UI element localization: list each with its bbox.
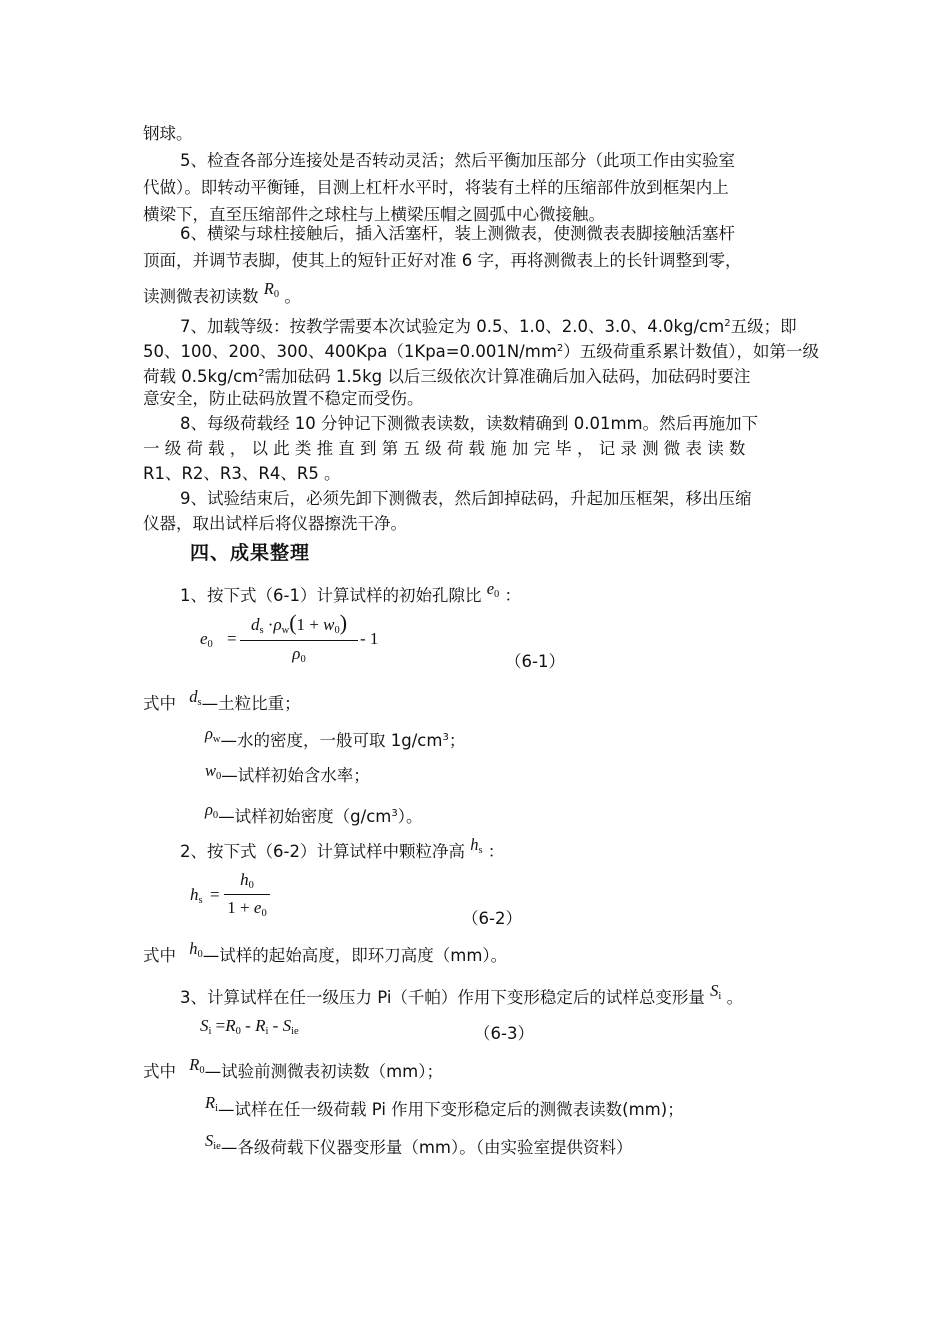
paragraph-line: 9、试验结束后，必须先卸下测微表，然后卸掉砝码，升起加压框架，移出压缩 xyxy=(180,489,752,508)
formula-6-3: $S_i =R_0 - R_i - S_{ie}$ xyxy=(200,1016,299,1037)
math-e0: $e_0$ xyxy=(486,579,500,600)
paragraph-line: 横梁下，直至压缩部件之球柱与上横梁压帽之圆弧中心微接触。 xyxy=(143,205,605,224)
step-1-text: 1、按下式（6-1）计算试样的初始孔隙比 $e_0$ ： xyxy=(180,579,522,605)
variable-definition: $\rho_0—$试样初始密度$(g/cm^3)$。 xyxy=(205,800,423,826)
variable-definition: 式中 $R_0—$试验前测微表初读数（mm）； xyxy=(143,1055,443,1081)
paragraph-line: R1、R2、R3、R4、R5 。 xyxy=(143,464,341,483)
section-title: 四、成果整理 xyxy=(190,542,311,564)
equation-number: （6-2） xyxy=(462,909,522,928)
formula-6-1: $e_0$ = $d_s \cdot\rho_w(1 + w_0)$ $\rho_0$ - 1 xyxy=(200,610,379,665)
paragraph-line: 仪器，取出试样后将仪器擦洗干净。 xyxy=(143,514,407,533)
paragraph-line: 钢球。 xyxy=(143,124,193,143)
paragraph-line: 50、100、200、300、$400Kpa(1Kpa=0.001N/mm^2)$五级荷重系累计数值），如第一级 xyxy=(143,342,820,361)
formula-6-2: $h_s$ = $h_0$ $1 + e_0$ xyxy=(190,870,310,922)
paragraph-line: 荷载 $0.5kg/cm^2$需加砝码 1.5kg 以后三级依次计算准确后加入砝码，加砝码时要注 xyxy=(143,367,751,386)
variable-definition: $S_{ie}—$各级荷载下仪器变形量（mm）。（由实验室提供资料） xyxy=(205,1131,633,1157)
paragraph-line: 代做）。即转动平衡锤，目测上杠杆水平时，将装有土样的压缩部件放到框架内上 xyxy=(143,178,729,197)
equation-number: （6-1） xyxy=(505,652,565,671)
step-2-text: 2、按下式（6-2）计算试样中颗粒净高 $h_s$ ： xyxy=(180,835,505,861)
paragraph-line: 8、每级荷载经 10 分钟记下测微表读数，读数精确到 0.01mm。然后再施加下 xyxy=(180,414,759,433)
paragraph-line: 顶面，并调节表脚，使其上的短针正好对准 6 字，再将测微表上的长针调整到零， xyxy=(143,251,742,270)
equation-number: （6-3） xyxy=(474,1024,534,1043)
variable-definition: $w_0—$试样初始含水率； xyxy=(205,761,370,785)
paragraph-line: 5、检查各部分连接处是否转动灵活；然后平衡加压部分（此项工作由实验室 xyxy=(180,151,735,170)
variable-definition: $R_i—$试样在任一级荷载 Pi 作用下变形稳定后的测微表读数(mm)； xyxy=(205,1093,684,1119)
math-R0: $R_0$ xyxy=(263,279,280,300)
variable-definition: 式中 $d_s—$土粒比重； xyxy=(143,687,301,713)
paragraph-line: 意安全，防止砝码放置不稳定而受伤。 xyxy=(143,389,424,408)
paragraph-line: 7、加载等级：按教学需要本次试验定为 0.5、1.0、2.0、3.0、$4.0kg/cm^2$五级；即 xyxy=(180,317,797,336)
step-3-text: 3、计算试样在任一级压力 Pi（千帕）作用下变形稳定后的试样总变形量 $S_i$ 。 xyxy=(180,981,744,1007)
paragraph-line: 6、横梁与球柱接触后，插入活塞杆，装上测微表，使测微表表脚接触活塞杆 xyxy=(180,224,735,243)
paragraph-line: 读测微表初读数 $R_0$ 。 xyxy=(143,279,301,306)
variable-definition: 式中 $h_0—$试样的起始高度，即环刀高度（mm）。 xyxy=(143,939,508,965)
paragraph-line: 一级荷载，以此类推直到第五级荷载施加完毕，记录测微表读数 xyxy=(143,439,751,458)
variable-definition: $\rho_w—$水的密度，一般可取 $1g/cm^3$； xyxy=(205,724,466,750)
